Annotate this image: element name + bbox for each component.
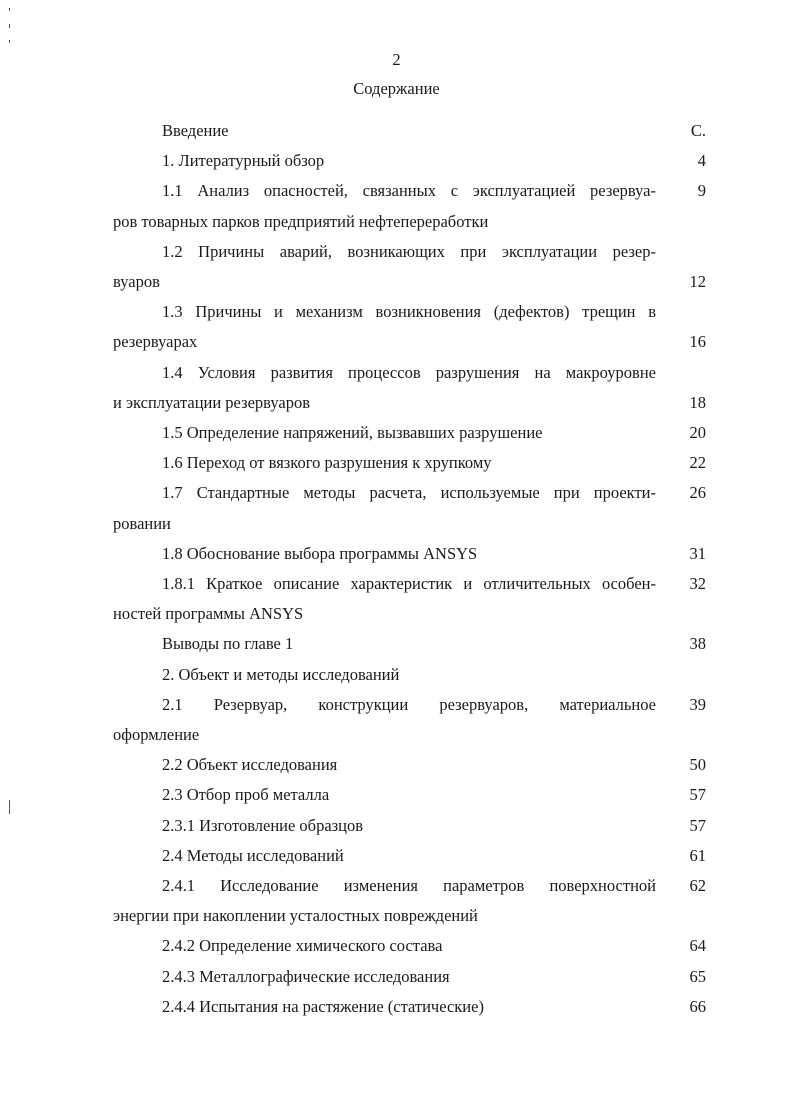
toc-entry-line1: 1.6 Переход от вязкого разрушения к хрупкому — [162, 453, 492, 473]
toc-page-number: 64 — [689, 936, 706, 956]
toc-page-number: 57 — [689, 785, 706, 805]
scan-speck — [9, 24, 10, 28]
toc-page-number: 18 — [689, 392, 706, 412]
toc-entry-line1: 1.3 Причины и механизм возникновения (дефектов) трещин в — [162, 302, 656, 322]
toc-entry-line1: 1.2 Причины аварий, возникающих при эксплуатации резер- — [162, 241, 656, 261]
toc-entry-line1: 2.4 Методы исследований — [162, 845, 344, 865]
toc-entry-line2: энергии при накоплении усталостных повреждений — [113, 906, 478, 926]
toc-entry-line1: 1.5 Определение напряжений, вызвавших разрушение — [162, 423, 543, 442]
toc-page-number: 38 — [689, 634, 706, 654]
page-column-header: С. — [690, 121, 706, 140]
page-number: 2 — [392, 50, 401, 69]
toc-page-number: 62 — [689, 876, 706, 895]
toc-entry-line1: 2.4.3 Металлографические исследования — [162, 966, 450, 986]
toc-entry-line1: 1.8 Обоснование выбора программы ANSYS — [162, 543, 478, 563]
toc-page-number: 12 — [689, 272, 706, 291]
toc-entry-line1: 1.8.1 Краткое описание характеристик и отличительных особен- — [162, 574, 656, 593]
toc-entry-line1: 2.1 Резервуар, конструкции резервуаров, материальное — [162, 694, 656, 714]
toc-page-number: 57 — [689, 815, 706, 835]
page-title: Содержание — [353, 79, 440, 98]
toc-entry-line1: 2.3.1 Изготовление образцов — [162, 815, 364, 835]
toc-page-number: 22 — [689, 453, 706, 473]
toc-entry-line1: 1.1 Анализ опасностей, связанных с эксплуатацией резервуа- — [162, 181, 656, 201]
toc-entry-line1: 1.7 Стандартные методы расчета, используемые при проекти- — [162, 483, 656, 503]
toc-page-number: 66 — [689, 996, 706, 1016]
toc-entry-line2: ров товарных парков предприятий нефтепереработки — [113, 211, 489, 231]
toc-entry-line1: Выводы по главе 1 — [162, 634, 294, 654]
toc-page-number: 50 — [689, 755, 706, 775]
scan-speck — [9, 40, 10, 43]
scan-speck — [9, 800, 10, 814]
toc-entry-line2: ностей программы ANSYS — [113, 604, 304, 624]
toc-entry-line1: 2.3 Отбор проб металла — [162, 785, 330, 805]
toc-entry-line2: оформление — [113, 725, 200, 744]
toc-page-number: 20 — [689, 423, 706, 442]
toc-entry-line1: 2.4.2 Определение химического состава — [162, 936, 443, 956]
toc-entry-line2: резервуарах — [113, 332, 198, 352]
toc-page-number: 26 — [689, 483, 706, 503]
toc-page-number: 9 — [697, 181, 706, 201]
toc-entry-line2: и эксплуатации резервуаров — [113, 392, 311, 412]
toc-page-number: 65 — [689, 966, 706, 986]
toc-entry-line1: 2.4.1 Исследование изменения параметров поверхностной — [162, 876, 656, 895]
toc-page-number: 61 — [689, 845, 706, 865]
toc-page-number: 16 — [689, 332, 706, 352]
toc-entry-line1: 2. Объект и методы исследований — [162, 664, 400, 684]
toc-page-number: 31 — [689, 543, 706, 563]
toc-entry-line1: Введение — [162, 121, 229, 140]
toc-page-number: 39 — [689, 694, 706, 714]
toc-entry-line1: 1.4 Условия развития процессов разрушения на макроуровне — [162, 362, 656, 382]
toc-page-number: 32 — [689, 574, 706, 593]
toc-entry-line1: 1. Литературный обзор — [162, 151, 325, 171]
scan-speck — [9, 8, 10, 11]
toc-entry-line2: ровании — [113, 513, 171, 533]
toc-entry-line2: вуаров — [113, 272, 160, 291]
toc-entry-line1: 2.4.4 Испытания на растяжение (статические) — [162, 996, 484, 1016]
toc-entry-line1: 2.2 Объект исследования — [162, 755, 338, 775]
toc-page-number: 4 — [697, 151, 706, 171]
